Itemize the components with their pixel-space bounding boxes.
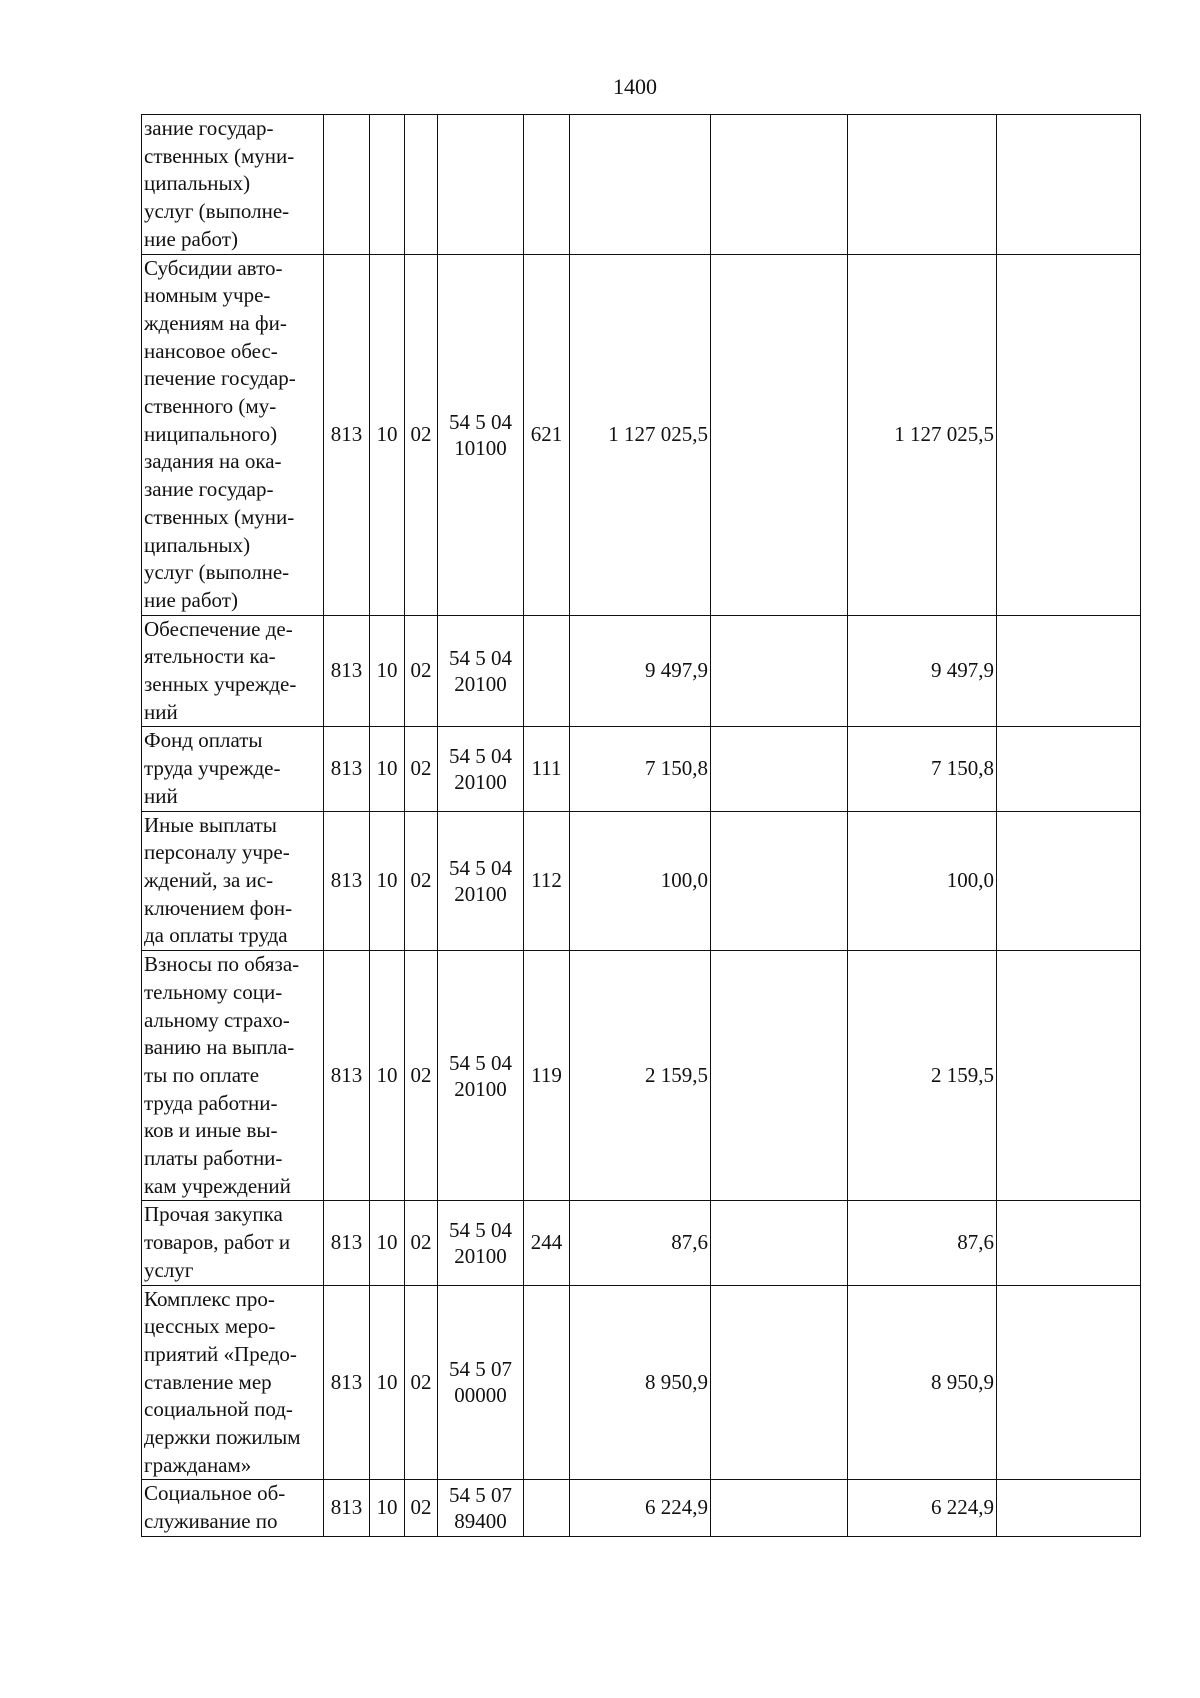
subsection-code-cell: 02 bbox=[405, 1201, 438, 1285]
amount-cell-7 bbox=[711, 811, 848, 951]
row-name-line: ставление мер bbox=[144, 1369, 272, 1394]
row-name-line: ние работ) bbox=[144, 587, 238, 612]
amount-cell-7 bbox=[711, 1480, 848, 1536]
row-name-line: кам учреждений bbox=[144, 1173, 291, 1198]
grbs-code-cell: 813 bbox=[324, 811, 370, 951]
grbs-code-cell: 813 bbox=[324, 1285, 370, 1480]
row-name-line: Комплекс про- bbox=[144, 1286, 275, 1311]
amount-cell-9 bbox=[997, 811, 1141, 951]
row-name-line: ципальных) bbox=[144, 532, 251, 557]
row-name-line: товаров, работ и bbox=[144, 1230, 291, 1255]
expense-type-cell bbox=[524, 115, 570, 255]
target-article-part: 20100 bbox=[454, 770, 507, 795]
target-article-part: 20100 bbox=[454, 1243, 507, 1268]
section-code-cell: 10 bbox=[370, 1285, 405, 1480]
amount-cell-7 bbox=[711, 254, 848, 615]
section-code-cell: 10 bbox=[370, 951, 405, 1201]
amount-cell-9 bbox=[997, 115, 1141, 255]
expense-type-cell: 621 bbox=[524, 254, 570, 615]
subsection-code-cell: 02 bbox=[405, 951, 438, 1201]
row-name-line: цессных меро- bbox=[144, 1314, 276, 1339]
target-article-part: 20100 bbox=[454, 1076, 507, 1101]
target-article-part: 54 5 04 bbox=[449, 646, 512, 671]
row-name-line: Иные выплаты bbox=[144, 812, 277, 837]
amount-cell-8: 8 950,9 bbox=[848, 1285, 997, 1480]
row-name-line: ятельности ка- bbox=[144, 644, 276, 669]
target-article-part: 00000 bbox=[454, 1383, 507, 1408]
row-name-line: да оплаты труда bbox=[144, 923, 288, 948]
table-row bbox=[142, 1285, 1141, 1480]
row-name-line: ципальных) bbox=[144, 171, 251, 196]
row-name-line: Субсидии авто- bbox=[144, 255, 283, 280]
amount-cell-8: 2 159,5 bbox=[848, 951, 997, 1201]
amount-cell-9 bbox=[997, 615, 1141, 727]
row-name-cell bbox=[142, 115, 324, 255]
target-article-cell bbox=[438, 1480, 524, 1536]
row-name-cell bbox=[142, 1480, 324, 1536]
row-name-line: печение государ- bbox=[144, 366, 296, 391]
expense-type-cell: 111 bbox=[524, 727, 570, 811]
amount-cell-8: 1 127 025,5 bbox=[848, 254, 997, 615]
row-name-line: номным учре- bbox=[144, 283, 271, 308]
row-name-line: социальной под- bbox=[144, 1397, 293, 1422]
subsection-code-cell: 02 bbox=[405, 811, 438, 951]
target-article-part: 54 5 04 bbox=[449, 1050, 512, 1075]
table-row bbox=[142, 811, 1141, 951]
table-row bbox=[142, 115, 1141, 255]
target-article-cell bbox=[438, 115, 524, 255]
section-code-cell: 10 bbox=[370, 727, 405, 811]
subsection-code-cell: 02 bbox=[405, 1480, 438, 1536]
amount-cell-7 bbox=[711, 615, 848, 727]
row-name-line: ний bbox=[144, 699, 178, 724]
row-name-line: приятий «Предо- bbox=[144, 1341, 297, 1366]
target-article-part: 20100 bbox=[454, 672, 507, 697]
target-article-cell bbox=[438, 615, 524, 727]
row-name-line: Прочая закупка bbox=[144, 1202, 283, 1227]
subsection-code-cell: 02 bbox=[405, 254, 438, 615]
row-name-cell bbox=[142, 1201, 324, 1285]
row-name-cell bbox=[142, 615, 324, 727]
row-name-line: зенных учрежде- bbox=[144, 672, 297, 697]
amount-cell-8: 6 224,9 bbox=[848, 1480, 997, 1536]
amount-cell-7 bbox=[711, 951, 848, 1201]
amount-cell-7 bbox=[711, 727, 848, 811]
grbs-code-cell: 813 bbox=[324, 727, 370, 811]
row-name-cell bbox=[142, 811, 324, 951]
target-article-part: 54 5 07 bbox=[449, 1357, 512, 1382]
amount-cell-7 bbox=[711, 1201, 848, 1285]
row-name-line: ственного (му- bbox=[144, 394, 277, 419]
row-name-line: труда учрежде- bbox=[144, 756, 281, 781]
section-code-cell: 10 bbox=[370, 615, 405, 727]
row-name-line: ждениям на фи- bbox=[144, 310, 287, 335]
subsection-code-cell: 02 bbox=[405, 1285, 438, 1480]
page-number: 1400 bbox=[613, 74, 657, 99]
row-name-cell bbox=[142, 1285, 324, 1480]
expense-type-cell bbox=[524, 615, 570, 727]
row-name-line: гражданам» bbox=[144, 1452, 252, 1477]
row-name-line: Обеспечение де- bbox=[144, 616, 293, 641]
amount-cell-8: 9 497,9 bbox=[848, 615, 997, 727]
target-article-cell bbox=[438, 951, 524, 1201]
expense-type-cell: 244 bbox=[524, 1201, 570, 1285]
amount-cell-8: 87,6 bbox=[848, 1201, 997, 1285]
target-article-cell bbox=[438, 727, 524, 811]
amount-cell-7 bbox=[711, 115, 848, 255]
table-row bbox=[142, 1480, 1141, 1536]
subsection-code-cell: 02 bbox=[405, 727, 438, 811]
target-article-cell bbox=[438, 254, 524, 615]
section-code-cell bbox=[370, 115, 405, 255]
total-amount-cell: 9 497,9 bbox=[570, 615, 711, 727]
table-row bbox=[142, 254, 1141, 615]
row-name-line: ты по оплате bbox=[144, 1062, 260, 1087]
total-amount-cell: 100,0 bbox=[570, 811, 711, 951]
section-code-cell: 10 bbox=[370, 811, 405, 951]
total-amount-cell: 87,6 bbox=[570, 1201, 711, 1285]
row-name-line: зание государ- bbox=[144, 477, 274, 502]
subsection-code-cell: 02 bbox=[405, 615, 438, 727]
row-name-line: услуг (выполне- bbox=[144, 560, 290, 585]
target-article-cell bbox=[438, 1285, 524, 1480]
row-name-line: Социальное об- bbox=[144, 1481, 286, 1506]
target-article-cell bbox=[438, 1201, 524, 1285]
budget-table bbox=[141, 114, 1141, 1537]
section-code-cell: 10 bbox=[370, 1480, 405, 1536]
row-name-line: ниципального) bbox=[144, 421, 278, 446]
row-name-line: нансовое обес- bbox=[144, 338, 278, 363]
total-amount-cell bbox=[570, 115, 711, 255]
amount-cell-9 bbox=[997, 1285, 1141, 1480]
row-name-line: зание государ- bbox=[144, 116, 274, 140]
row-name-line: ственных (муни- bbox=[144, 504, 295, 529]
grbs-code-cell: 813 bbox=[324, 615, 370, 727]
amount-cell-9 bbox=[997, 1480, 1141, 1536]
grbs-code-cell bbox=[324, 115, 370, 255]
target-article-part: 54 5 04 bbox=[449, 744, 512, 769]
row-name-line: ние работ) bbox=[144, 226, 238, 251]
row-name-line: служивание по bbox=[144, 1509, 278, 1534]
row-name-line: ждений, за ис- bbox=[144, 867, 274, 892]
table-row bbox=[142, 727, 1141, 811]
subsection-code-cell bbox=[405, 115, 438, 255]
target-article-part: 10100 bbox=[454, 435, 507, 460]
row-name-line: задания на ока- bbox=[144, 449, 282, 474]
row-name-cell bbox=[142, 727, 324, 811]
target-article-part: 54 5 04 bbox=[449, 409, 512, 434]
expense-type-cell: 112 bbox=[524, 811, 570, 951]
table-row bbox=[142, 615, 1141, 727]
grbs-code-cell: 813 bbox=[324, 1480, 370, 1536]
row-name-line: Фонд оплаты bbox=[144, 728, 263, 753]
total-amount-cell: 6 224,9 bbox=[570, 1480, 711, 1536]
target-article-cell bbox=[438, 811, 524, 951]
total-amount-cell: 2 159,5 bbox=[570, 951, 711, 1201]
grbs-code-cell: 813 bbox=[324, 254, 370, 615]
amount-cell-7 bbox=[711, 1285, 848, 1480]
total-amount-cell: 7 150,8 bbox=[570, 727, 711, 811]
amount-cell-8: 7 150,8 bbox=[848, 727, 997, 811]
target-article-part: 20100 bbox=[454, 881, 507, 906]
grbs-code-cell: 813 bbox=[324, 951, 370, 1201]
target-article-part: 54 5 04 bbox=[449, 855, 512, 880]
total-amount-cell: 1 127 025,5 bbox=[570, 254, 711, 615]
row-name-line: Взносы по обяза- bbox=[144, 952, 300, 977]
grbs-code-cell: 813 bbox=[324, 1201, 370, 1285]
amount-cell-9 bbox=[997, 254, 1141, 615]
target-article-part: 89400 bbox=[454, 1509, 507, 1534]
amount-cell-8: 100,0 bbox=[848, 811, 997, 951]
row-name-line: услуг (выполне- bbox=[144, 199, 290, 224]
amount-cell-9 bbox=[997, 1201, 1141, 1285]
row-name-cell bbox=[142, 951, 324, 1201]
row-name-line: альному страхо- bbox=[144, 1007, 290, 1032]
expense-type-cell: 119 bbox=[524, 951, 570, 1201]
row-name-line: ков и иные вы- bbox=[144, 1118, 278, 1143]
row-name-line: ванию на выпла- bbox=[144, 1035, 295, 1060]
row-name-line: ственных (муни- bbox=[144, 143, 295, 168]
section-code-cell: 10 bbox=[370, 254, 405, 615]
row-name-line: держки пожилым bbox=[144, 1425, 301, 1450]
row-name-line: труда работни- bbox=[144, 1090, 278, 1115]
table-row bbox=[142, 951, 1141, 1201]
row-name-line: тельному соци- bbox=[144, 979, 283, 1004]
expense-type-cell bbox=[524, 1285, 570, 1480]
row-name-line: ний bbox=[144, 783, 178, 808]
row-name-line: ключением фон- bbox=[144, 895, 293, 920]
table-row bbox=[142, 1201, 1141, 1285]
amount-cell-9 bbox=[997, 951, 1141, 1201]
total-amount-cell: 8 950,9 bbox=[570, 1285, 711, 1480]
target-article-part: 54 5 04 bbox=[449, 1217, 512, 1242]
row-name-line: персоналу учре- bbox=[144, 840, 290, 865]
row-name-line: платы работни- bbox=[144, 1146, 283, 1171]
section-code-cell: 10 bbox=[370, 1201, 405, 1285]
row-name-cell bbox=[142, 254, 324, 615]
expense-type-cell bbox=[524, 1480, 570, 1536]
row-name-line: услуг bbox=[144, 1257, 194, 1282]
amount-cell-9 bbox=[997, 727, 1141, 811]
target-article-part: 54 5 07 bbox=[449, 1483, 512, 1508]
amount-cell-8 bbox=[848, 115, 997, 255]
